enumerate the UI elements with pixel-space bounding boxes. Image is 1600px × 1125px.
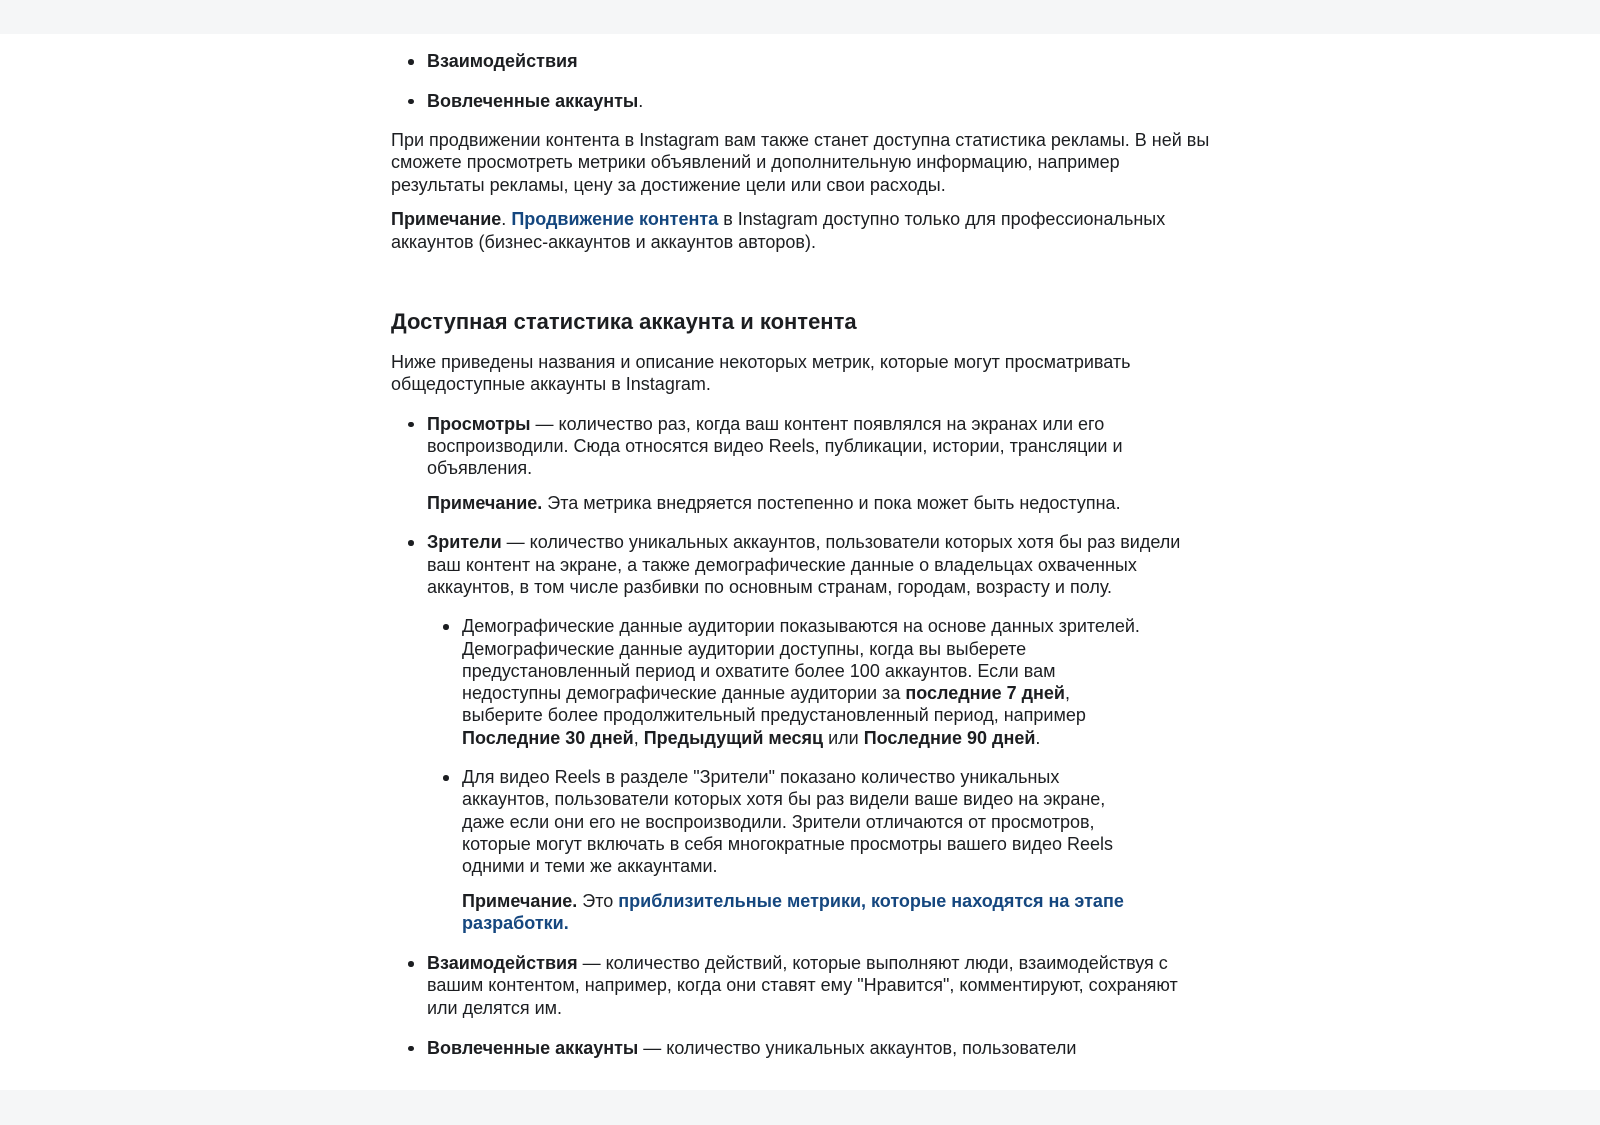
sublist-item-demographics: Демографические данные аудитории показываются на основе данных зрителей. Демографические данные аудитории доступны, когда вы выберете предустановленный период и охватите более 100 аккаунтов. Если вам недоступны демографические данные аудитории за последние 7 дней, выберите более продолжительный предустановленный период, например Последние 30 дней, Предыдущий месяц или Последние 90 дней. bbox=[462, 615, 1142, 749]
article-page bbox=[0, 34, 1600, 1090]
term-interactions-metric: Взаимодействия bbox=[427, 953, 578, 974]
promo-paragraph: При продвижении контента в Instagram вам также станет доступна статистика рекламы. В ней вы сможете просмотреть метрики объявлений и дополнительную информацию, например результаты рекламы, цену за достижение цели или свои расходы. bbox=[391, 130, 1210, 195]
promote-content-link[interactable]: Продвижение контента bbox=[511, 209, 719, 230]
term-engaged-accounts: Вовлеченные аккаунты bbox=[427, 90, 639, 111]
metrics-list bbox=[391, 413, 1211, 1059]
list-item-engaged-accounts: Вовлеченные аккаунты — количество уникальных аккаунтов, пользователи bbox=[427, 1037, 1211, 1059]
viewers-sublist bbox=[427, 615, 1142, 934]
note-paragraph: Примечание. Продвижение контента в Instagram доступно только для профессиональных аккаунтов (бизнес-аккаунтов и аккаунтов авторов). bbox=[391, 209, 1166, 252]
note-label: Примечание bbox=[391, 209, 502, 230]
reels-note: Примечание. Это приблизительные метрики, которые находятся на этапе разработки. bbox=[462, 891, 1124, 934]
list-item-viewers: Зрители — количество уникальных аккаунтов, пользователи которых хотя бы раз видели ваш контент на экране, а также демографические данные о владельцах охваченных аккаунтов, в том числе разбивки по основным странам, городам, возрасту и полу. Демографические данные аудитории показываются на основе данных зрителей. Демографические данные аудитории доступны, когда вы выберете предустановленный период и охватите более 100 аккаунтов. Если вам недоступны демографические данные аудитории за последние 7 дней, выберите более продолжительный предустановленный период, например Последние 30 дней, Предыдущий месяц или Последние 90 дней. Для видео Reels в разделе "Зрители" показано количество уникальных аккаунтов, пользователи которых хотя бы раз видели ваше видео на экране, даже если они его не воспроизводили. Зрители отличаются от просмотров, которые могут включать в себя многократные просмотры вашего видео Reels одними и теми же аккаунтами. Примечание. Это приблизительные метрики, которые находятся на этапе разработки. bbox=[427, 531, 1211, 934]
list-item: Вовлеченные аккаунты. bbox=[427, 90, 1211, 112]
list-item bbox=[427, 50, 1211, 72]
article-content bbox=[391, 50, 1211, 1059]
section-heading: Доступная статистика аккаунта и контента bbox=[391, 309, 857, 335]
term-engaged-accounts-metric: Вовлеченные аккаунты bbox=[427, 1037, 639, 1058]
sublist-item-reels-viewers: Для видео Reels в разделе "Зрители" показано количество уникальных аккаунтов, пользователи которых хотя бы раз видели ваше видео на экране, даже если они его не воспроизводили. Зрители отличаются от просмотров, которые могут включать в себя многократные просмотры вашего видео Reels одними и теми же аккаунтами. Примечание. Это приблизительные метрики, которые находятся на этапе разработки. bbox=[462, 766, 1142, 935]
list-item-interactions: Взаимодействия — количество действий, которые выполняют люди, взаимодействуя с вашим контентом, например, когда они ставят ему "Нравится", комментируют, сохраняют или делятся им. bbox=[427, 952, 1211, 1019]
views-note: Примечание. Эта метрика внедряется постепенно и пока может быть недоступна. bbox=[427, 493, 1121, 514]
approximate-metrics-link[interactable]: приблизительные метрики, которые находятся на этапе разработки. bbox=[462, 891, 1124, 934]
bottom-bar bbox=[0, 1090, 1600, 1125]
top-bar bbox=[0, 0, 1600, 34]
top-bullet-list bbox=[391, 50, 1211, 112]
term-interactions: Взаимодействия bbox=[427, 51, 578, 71]
list-item-views: Просмотры — количество раз, когда ваш контент появлялся на экранах или его воспроизводили. Сюда относятся видео Reels, публикации, истории, трансляции и объявления. Примечание. Эта метрика внедряется постепенно и пока может быть недоступна. bbox=[427, 413, 1211, 515]
term-views: Просмотры bbox=[427, 413, 531, 434]
term-viewers: Зрители bbox=[427, 532, 502, 553]
section-intro: Ниже приведены названия и описание некоторых метрик, которые могут просматривать общедоступные аккаунты в Instagram. bbox=[391, 352, 1131, 395]
